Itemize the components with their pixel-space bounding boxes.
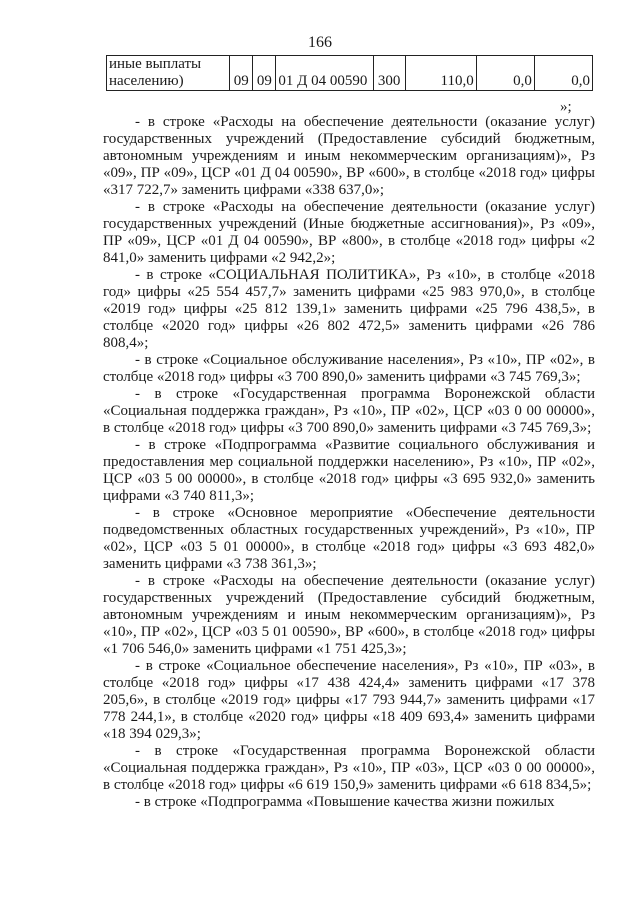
paragraph: - в строке «Подпрограмма «Повышение качества жизни пожилых <box>135 794 555 810</box>
paragraph: - в строке «Государственная программа Воронежской области «Социальная поддержка граждан», Рз «10», ПР «02», ЦСР «03 0 00 00000», в столбце «2018 год» цифры «3 700 890,0» заменить цифрами «3 745 769,3»; <box>103 386 595 436</box>
amendment-text <box>103 114 595 811</box>
page-number: 166 <box>308 34 332 51</box>
cell-2018: 110,0 <box>405 56 476 91</box>
cell-rz: 09 <box>230 56 253 91</box>
cell-csr: 01 Д 04 00590 <box>276 56 373 91</box>
cell-pr: 09 <box>253 56 276 91</box>
paragraph: - в строке «Социальное обеспечение населения», Рз «10», ПР «03», в столбце «2018 год» цифры «17 438 424,4» заменить цифрами «17 378 205,6», в столбце «2019 год» цифры «17 793 944,7» заменить цифрами «17 778 244,1», в столбце «2020 год» цифры «18 409 693,4» заменить цифрами «18 394 029,3»; <box>103 658 595 742</box>
paragraph: - в строке «Расходы на обеспечение деятельности (оказание услуг) государственных учреждений (Предоставление субсидий бюджетным, автономным учреждениям и иным некоммерческим организациям)», Рз «10», ПР «02», ЦСР «03 5 01 00590», ВР «600», в столбце «2018 год» цифры «1 706 546,0» заменить цифрами «1 751 425,3»; <box>103 573 595 657</box>
cell-name: иные выплаты населению) <box>107 56 230 91</box>
paragraph: - в строке «Основное мероприятие «Обеспечение деятельности подведомственных областных государственных учреждений», Рз «10», ПР «02», ЦСР «03 5 01 00000», в столбце «2018 год» цифры «3 693 482,0» заменить цифрами «3 738 361,3»; <box>103 505 595 572</box>
closing-quote: »; <box>560 99 572 115</box>
paragraph: - в строке «Подпрограмма «Развитие социального обслуживания и предоставления мер социальной поддержки населению», Рз «10», ПР «02», ЦСР «03 5 00 00000», в столбце «2018 год» цифры «3 695 932,0» заменить цифрами «3 740 811,3»; <box>103 437 595 504</box>
paragraph: - в строке «Социальное обслуживание населения», Рз «10», ПР «02», в столбце «2018 год» цифры «3 700 890,0» заменить цифрами «3 745 769,3»; <box>103 352 595 385</box>
cell-2020: 0,0 <box>534 56 592 91</box>
paragraph: - в строке «Расходы на обеспечение деятельности (оказание услуг) государственных учреждений (Иные бюджетные ассигнования)», Рз «09», ПР «09», ЦСР «01 Д 04 00590», ВР «800», в столбце «2018 год» цифры «2 841,0» заменить цифрами «2 942,2»; <box>103 199 595 266</box>
table-row <box>107 56 593 91</box>
paragraph: - в строке «Расходы на обеспечение деятельности (оказание услуг) государственных учреждений (Предоставление субсидий бюджетным, автономным учреждениям и иным некоммерческим организациям)», Рз «09», ПР «09», ЦСР «01 Д 04 00590», ВР «600», в столбце «2018 год» цифры «317 722,7» заменить цифрами «338 637,0»; <box>103 114 595 198</box>
budget-table <box>106 55 593 91</box>
paragraph: - в строке «Государственная программа Воронежской области «Социальная поддержка граждан», Рз «10», ПР «03», ЦСР «03 0 00 00000», в столбце «2018 год» цифры «6 619 150,9» заменить цифрами «6 618 834,5»; <box>103 743 595 793</box>
paragraph: - в строке «СОЦИАЛЬНАЯ ПОЛИТИКА», Рз «10», в столбце «2018 год» цифры «25 554 457,7» заменить цифрами «25 983 970,0», в столбце «2019 год» цифры «25 812 139,1» заменить цифрами «25 796 438,5», в столбце «2020 год» цифры «26 802 472,5» заменить цифрами «26 786 808,4»; <box>103 267 595 351</box>
cell-2019: 0,0 <box>476 56 534 91</box>
cell-vr: 300 <box>373 56 405 91</box>
